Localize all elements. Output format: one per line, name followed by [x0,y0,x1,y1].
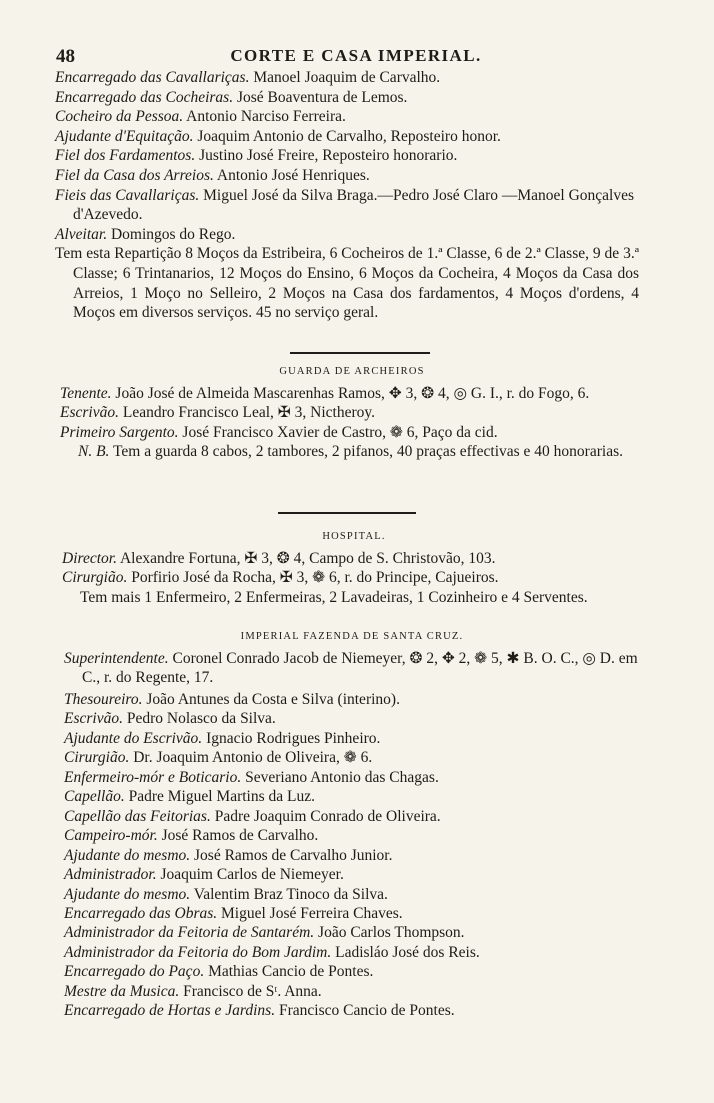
list-item: Ajudante do Escrivão. Ignacio Rodrigues Pinheiro. [64,729,381,747]
list-item: Administrador da Feitoria de Santarém. João Carlos Thompson. [64,924,465,942]
section-divider [290,352,430,354]
section-heading: GUARDA DE ARCHEIROS [279,366,425,377]
section-divider [278,512,416,514]
list-item: Alveitar. Domingos do Rego. [55,225,236,243]
list-item: Escrivão. Pedro Nolasco da Silva. [64,710,276,728]
santa-cruz-staff [64,690,648,1021]
estribeira-section [55,68,639,323]
hospital-section [62,527,646,607]
list-item: Mestre da Musica. Francisco de Sᵗ. Anna. [64,982,322,1000]
archeiros-note: N. B. Tem a guarda 8 cabos, 2 tambores, 2 pifanos, 40 praças effectivas e 40 honorarias. [78,443,623,461]
list-item: Fiel da Casa dos Arreios. Antonio José Henriques. [55,166,370,184]
list-item: Enfermeiro-mór e Boticario. Severiano Antonio das Chagas. [64,768,439,786]
list-item: Primeiro Sargento. José Francisco Xavier de Castro, ❁ 6, Paço da cid. [60,423,498,441]
list-item: Capellão das Feitorias. Padre Joaquim Conrado de Oliveira. [64,807,441,825]
estribeira-summary: Tem esta Repartição 8 Moços da Estribeira, 6 Cocheiros de 1.ª Classe, 6 de 2.ª Classe, 9 de 3.ª Classe; 6 Trintanarios, 12 Moços do Ensino, 6 Moços da Cocheira, 4 Moços da Casa dos Arreios, 1 Moço no Selleiro, 2 Moços na Casa dos fardamentos, 4 Moços d'ordens, 4 Moços em diversos serviços. 45 no serviço geral. [55,245,639,322]
list-item: Thesoureiro. João Antunes da Costa e Silva (interino). [64,691,400,708]
list-item: Encarregado das Cavallariças. Manoel Joaquim de Carvalho. [55,69,441,86]
list-item: Tenente. João José de Almeida Mascarenhas Ramos, ✥ 3, ❂ 4, ◎ G. I., r. do Fogo, 6. [60,384,590,402]
running-head: CORTE E CASA IMPERIAL. [230,46,482,65]
section-heading: HOSPITAL. [322,531,386,542]
page-number: 48 [56,46,75,67]
list-item: Superintendente. Coronel Conrado Jacob de Niemeyer, ❂ 2, ✥ 2, ❁ 5, ✱ B. O. C., ◎ D. em C., r. do Regente, 17. [64,649,638,687]
list-item: Director. Alexandre Fortuna, ✠ 3, ❂ 4, Campo de S. Christovão, 103. [62,549,496,567]
list-item: Fiel dos Fardamentos. Justino José Freire, Reposteiro honorario. [55,147,458,165]
page-header [56,44,656,70]
list-item: Cirurgião. Porfirio José da Rocha, ✠ 3, ❁ 6, r. do Principe, Cajueiros. [62,569,499,587]
list-item: Ajudante do mesmo. José Ramos de Carvalho Junior. [64,846,393,864]
santa-cruz-section [60,627,644,688]
list-item: Administrador da Feitoria do Bom Jardim. Ladisláo José dos Reis. [64,943,480,961]
hospital-summary: Tem mais 1 Enfermeiro, 2 Enfermeiras, 2 Lavadeiras, 1 Cozinheiro e 4 Serventes. [80,588,588,606]
list-item: Escrivão. Leandro Francisco Leal, ✠ 3, Nictheroy. [60,404,375,422]
list-item: Ajudante do mesmo. Valentim Braz Tinoco da Silva. [64,885,388,903]
list-item: Administrador. Joaquim Carlos de Niemeyer. [64,866,344,884]
list-item: Encarregado de Hortas e Jardins. Francisco Cancio de Pontes. [64,1002,455,1020]
list-item: Encarregado do Paço. Mathias Cancio de Pontes. [64,963,374,981]
list-item: Cocheiro da Pessoa. Antonio Narciso Ferreira. [55,108,346,126]
section-heading: IMPERIAL FAZENDA DE SANTA CRUZ. [240,631,464,642]
list-item: Campeiro-mór. José Ramos de Carvalho. [64,827,319,845]
list-item: Fieis das Cavallariças. Miguel José da Silva Braga.—Pedro José Claro —Manoel Gonçalves d'Azevedo. [55,186,635,224]
list-item: Ajudante d'Equitação. Joaquim Antonio de Carvalho, Reposteiro honor. [55,127,501,145]
list-item: Encarregado das Cocheiras. José Boaventura de Lemos. [55,88,408,106]
list-item: Capellão. Padre Miguel Martins da Luz. [64,788,315,806]
archeiros-section [60,362,644,462]
list-item: Encarregado das Obras. Miguel José Ferreira Chaves. [64,904,403,922]
list-item: Cirurgião. Dr. Joaquim Antonio de Oliveira, ❁ 6. [64,749,373,767]
